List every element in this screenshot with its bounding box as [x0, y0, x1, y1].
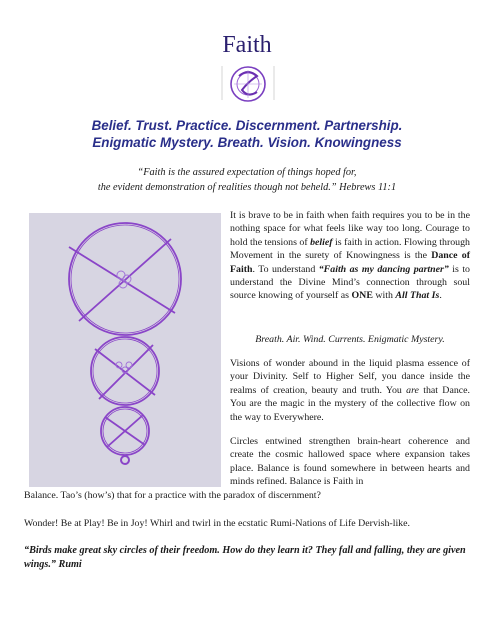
text-segment: . — [439, 290, 442, 302]
text-segment-emphasis: All That Is — [395, 290, 440, 302]
tagline-line-1: Belief. Trust. Practice. Discernment. Partnership. — [91, 118, 403, 133]
text-segment-emphasis: belief — [310, 236, 333, 248]
text-segment: Visions of wonder abound in the liquid plasma essence of your Divinity. Self to Higher Self, you dance inside the realms of creation, beauty and truth. You — [230, 358, 470, 396]
text-segment-emphasis: Dance of Faith — [230, 250, 470, 275]
text-segment: that Dance. You are the magic in the mystery of the collective flow on the way to Everywhere. — [230, 384, 470, 423]
text-segment: . To understand — [252, 263, 319, 275]
faith-emblem-icon — [218, 60, 278, 108]
text-segment-emphasis: ONE — [351, 290, 373, 302]
closing-quote: “Birds make great sky circles of their freedom. How do they learn it? They fall and falling, they are given wings.” Rumi — [24, 545, 466, 570]
tagline-line-2: Enigmatic Mystery. Breath. Vision. Knowingness — [92, 135, 402, 150]
circles-artwork — [29, 213, 221, 487]
text-segment: It is brave to be in faith when faith requires you to be in the nothing space for what feels like way too long. Courage to hold the tensions of — [230, 210, 470, 248]
text-segment: with — [372, 290, 396, 302]
text-segment-emphasis: are — [406, 384, 419, 396]
epigraph-line-1: “Faith is the assured expectation of things hoped for, — [137, 167, 357, 178]
paragraph-breath: Breath. Air. Wind. Currents. Enigmatic Mystery. — [255, 334, 445, 345]
epigraph-line-2: the evident demonstration of realities though not beheld.” Hebrews 11:1 — [97, 182, 397, 193]
paragraph-visions — [230, 357, 470, 424]
text-segment: is to understand the Divine Mind’s connection through soul source knowing of yourself as — [230, 263, 470, 302]
text-segment-emphasis: “Faith as my dancing partner” — [318, 263, 449, 275]
page-title: Faith — [222, 32, 272, 58]
paragraph-dance-of-faith — [230, 209, 470, 303]
paragraph-circles: Circles entwined strengthen brain-heart coherence and create the cosmic hallowed space where expansion takes place. Balance is found somewhere in between hearts and minds refined. Balance is Faith in — [230, 436, 470, 488]
paragraph-circles-continued: Balance. Tao’s (how’s) that for a practice with the paradox of discernment? — [24, 490, 321, 501]
paragraph-wonder: Wonder! Be at Play! Be in Joy! Whirl and twirl in the ecstatic Rumi-Nations of Life Dervish-like. — [24, 518, 410, 529]
text-segment: is faith in action. Flowing through Movement in the surety of Knowingness is the — [230, 236, 470, 262]
